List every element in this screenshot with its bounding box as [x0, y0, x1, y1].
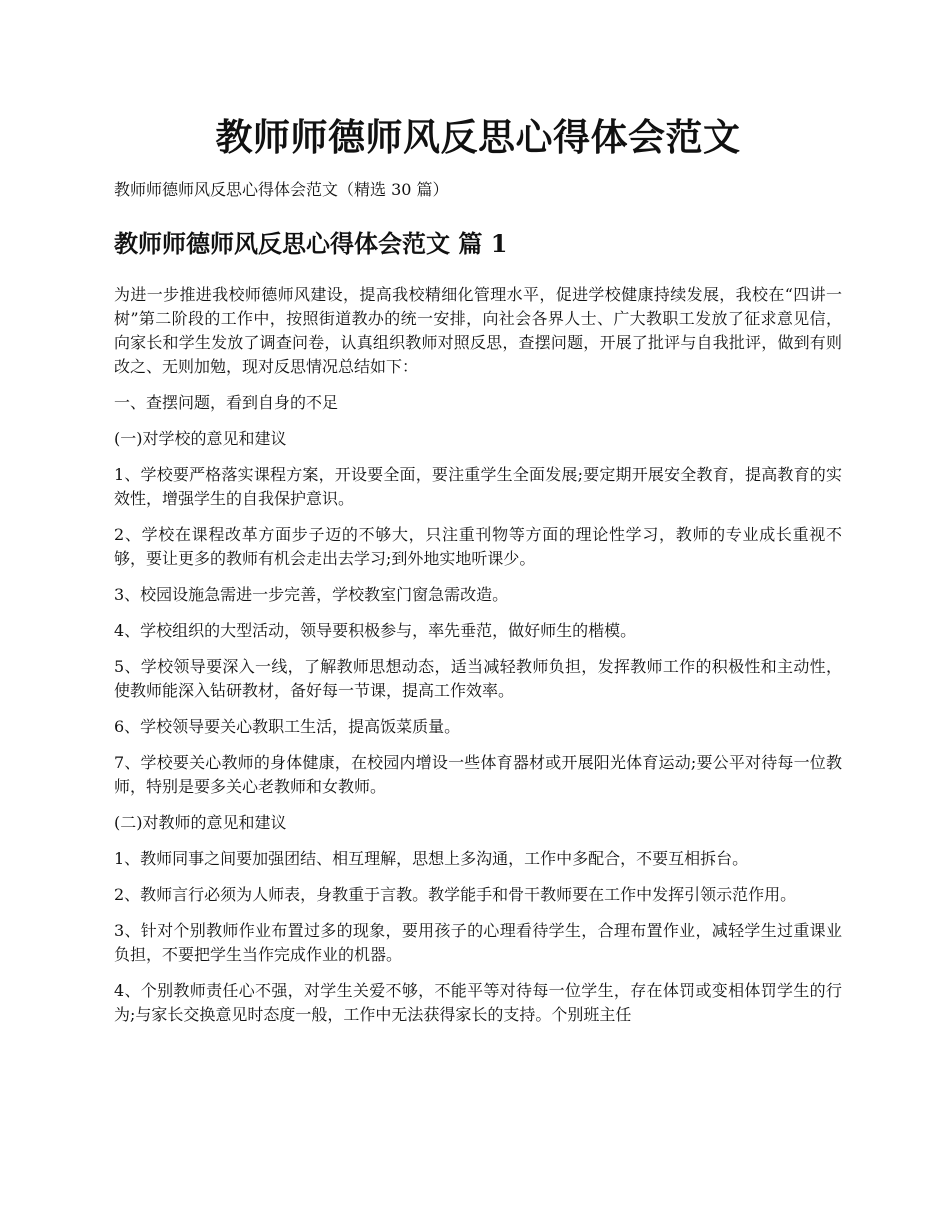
school-item-2: 2、学校在课程改革方面步子迈的不够大，只注重刊物等方面的理论性学习，教师的专业成长重视不够，要让更多的教师有机会走出去学习;到外地实地听课少。: [114, 525, 842, 568]
teacher-item-4: 4、个别教师责任心不强，对学生关爱不够，不能平等对待每一位学生，存在体罚或变相体罚学生的行为;与家长交换意见时态度一般，工作中无法获得家长的支持。个别班主任: [114, 981, 842, 1024]
school-item-3: 3、校园设施急需进一步完善，学校教室门窗急需改造。: [114, 585, 509, 604]
subsection-school-heading: (一)对学校的意见和建议: [114, 429, 287, 448]
teacher-item-2: 2、教师言行必须为人师表，身教重于言教。教学能手和骨干教师要在工作中发挥引领示范作用。: [114, 885, 797, 904]
intro-paragraph: 为进一步推进我校师德师风建设，提高我校精细化管理水平，促进学校健康持续发展，我校在“四讲一树”第二阶段的工作中，按照街道教办的统一安排，向社会各界人士、广大教职工发放了征求意见信，向家长和学生发放了调查问卷，认真组织教师对照反思，查摆问题，开展了批评与自我批评，做到有则改之、无则加勉，现对反思情况总结如下：: [114, 285, 842, 376]
teacher-item-1: 1、教师同事之间要加强团结、相互理解，思想上多沟通，工作中多配合，不要互相拆台。: [114, 849, 749, 868]
school-item-1: 1、学校要严格落实课程方案，开设要全面，要注重学生全面发展;要定期开展安全教育，提高教育的实效性，增强学生的自我保护意识。: [114, 465, 842, 508]
school-item-7: 7、学校要关心教师的身体健康，在校园内增设一些体育器材或开展阳光体育运动;要公平对待每一位教师，特别是要多关心老教师和女教师。: [114, 753, 842, 796]
section-heading: 教师师德师风反思心得体会范文 篇 1: [114, 229, 508, 258]
school-item-4: 4、学校组织的大型活动，领导要积极参与，率先垂范，做好师生的楷模。: [114, 621, 637, 640]
subsection-teacher-heading: (二)对教师的意见和建议: [114, 813, 287, 832]
part-one-heading: 一、查摆问题，看到自身的不足: [114, 393, 339, 412]
school-item-6: 6、学校领导要关心教职工生活，提高饭菜质量。: [114, 717, 461, 736]
school-item-5: 5、学校领导要深入一线，了解教师思想动态，适当减轻教师负担，发挥教师工作的积极性和主动性，使教师能深入钻研教材，备好每一节课，提高工作效率。: [114, 657, 842, 700]
document-subtitle: 教师师德师风反思心得体会范文（精选 30 篇）: [114, 180, 449, 199]
document-title: 教师师德师风反思心得体会范文: [215, 115, 741, 159]
document-body: [114, 283, 842, 1039]
teacher-item-3: 3、针对个别教师作业布置过多的现象，要用孩子的心理看待学生，合理布置作业，减轻学生过重课业负担，不要把学生当作完成作业的机器。: [114, 921, 842, 964]
